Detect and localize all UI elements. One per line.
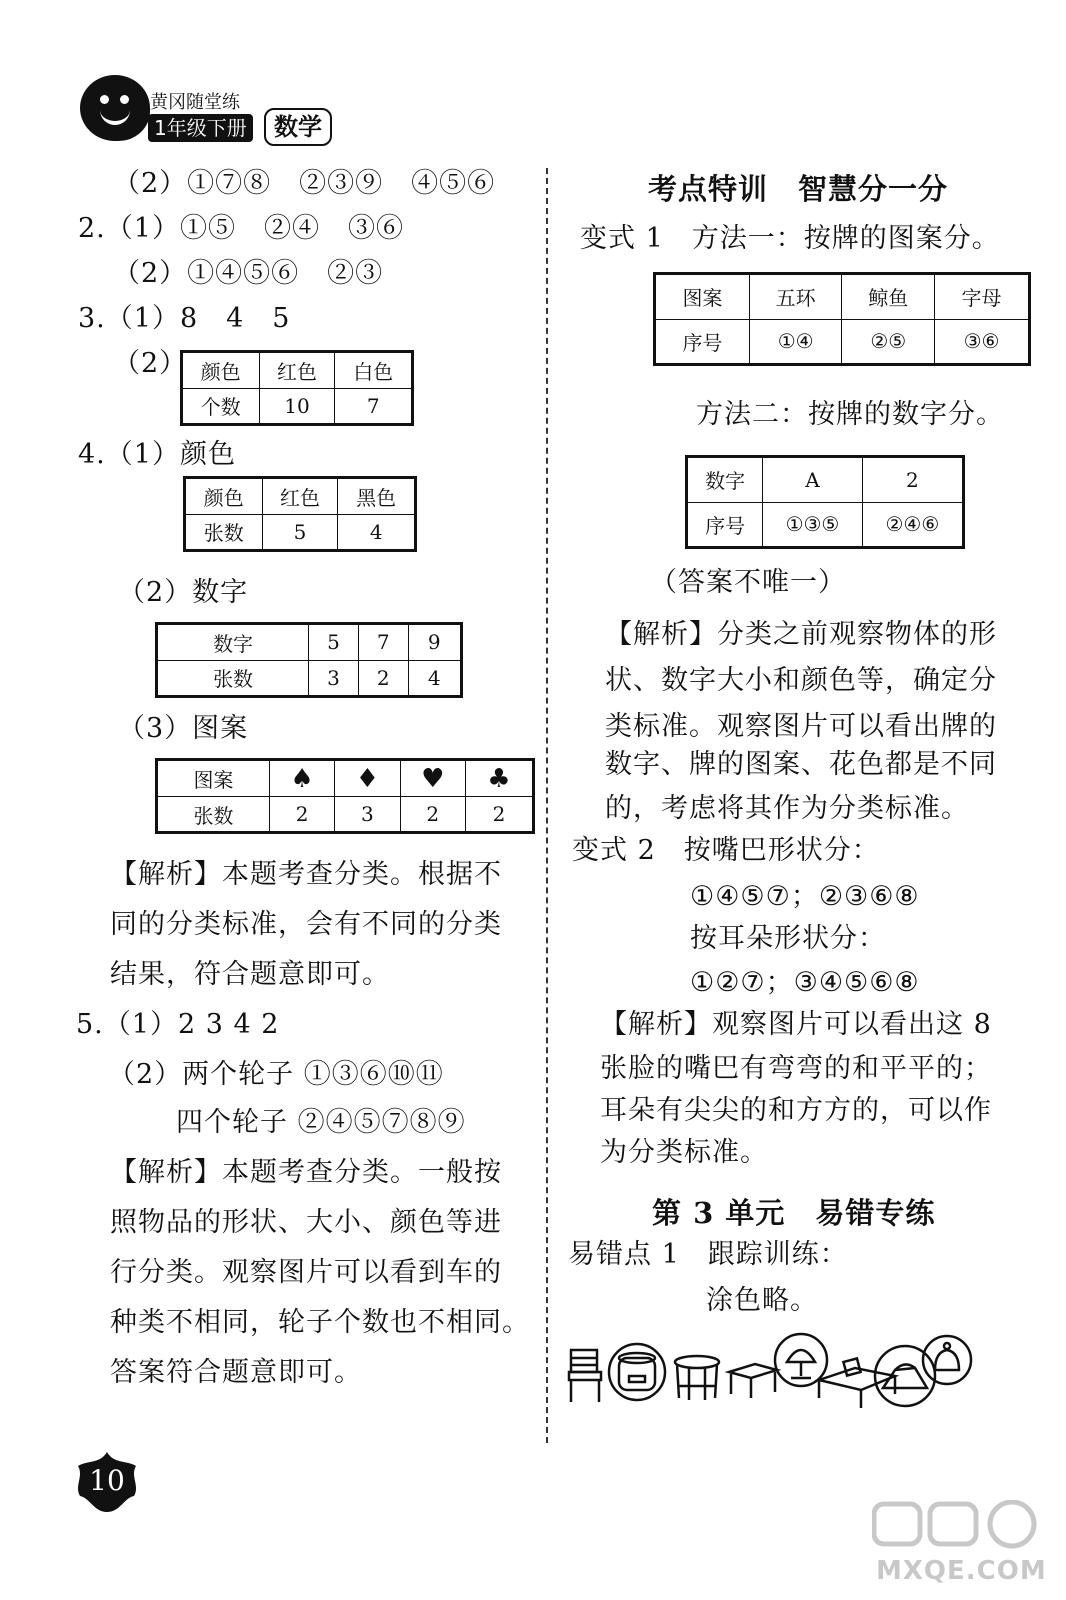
analysis-line: 类标准。观察图片可以看出牌的 xyxy=(605,711,997,742)
answer-line: 方法二：按牌的数字分。 xyxy=(696,399,1004,430)
watermark-logo xyxy=(872,1500,1042,1561)
logo-eye-right xyxy=(120,95,129,104)
table-row xyxy=(655,274,1030,320)
answer-line: 按耳朵形状分： xyxy=(690,923,886,954)
table-row xyxy=(157,624,462,661)
answer-line: 易错点 1 跟踪训练： xyxy=(568,1239,848,1270)
table-cell: 数字 xyxy=(157,624,309,661)
table-cell: ①④ xyxy=(749,319,842,365)
logo-mouth xyxy=(100,105,130,125)
analysis-line: 同的分类标准，会有不同的分类 xyxy=(110,909,502,940)
table-cell: 鲸鱼 xyxy=(842,274,935,320)
table-cell: 红色 xyxy=(262,478,338,515)
table-cell: 张数 xyxy=(185,514,263,551)
table-cell: 4 xyxy=(408,660,461,697)
table-cell: 4 xyxy=(338,514,416,551)
section-title: 第 3 单元 易错专练 xyxy=(652,1196,936,1230)
table-cell: 字母 xyxy=(935,274,1030,320)
club-icon: ♣ xyxy=(465,760,533,797)
table-color-count xyxy=(180,350,414,426)
table-cell: 10 xyxy=(259,388,335,425)
table-cell: 2 xyxy=(269,797,334,833)
table-cell: ③⑥ xyxy=(935,319,1030,365)
analysis-line: 数字、牌的图案、花色都是不同 xyxy=(605,749,997,780)
table-cell: 3 xyxy=(309,660,359,697)
diamond-icon: ♦ xyxy=(335,760,400,797)
analysis-line: 行分类。观察图片可以看到车的 xyxy=(110,1257,502,1288)
answer-line: （3）图案 xyxy=(118,713,249,744)
table-cell: 5 xyxy=(309,624,359,661)
answer-line: （2）①⑦⑧ ②③⑨ ④⑤⑥ xyxy=(113,168,496,199)
answer-line: 变式 2 按嘴巴形状分： xyxy=(572,835,880,866)
iron-icon xyxy=(875,1346,935,1406)
table-cell: 序号 xyxy=(687,502,763,548)
note-text: （答案不唯一） xyxy=(650,567,846,598)
watermark-text: MXQE.COM xyxy=(876,1556,1047,1586)
table-cell: 张数 xyxy=(157,797,270,833)
logo-eye-left xyxy=(100,95,109,104)
stool-icon xyxy=(675,1356,719,1400)
table-cell: ②④⑥ xyxy=(862,502,963,548)
column-divider xyxy=(546,168,548,1443)
table-row xyxy=(182,352,413,389)
table-row xyxy=(185,478,416,515)
analysis-line: 耳朵有尖尖的和方方的，可以作 xyxy=(600,1095,992,1126)
bed-icon xyxy=(819,1358,895,1408)
table-row xyxy=(185,514,416,551)
table-cell: 图案 xyxy=(655,274,750,320)
answer-line: （2） xyxy=(113,348,188,379)
answer-line: 涂色略。 xyxy=(706,1285,818,1316)
table-row xyxy=(182,388,413,425)
table-cell: 9 xyxy=(408,624,461,661)
table-row xyxy=(157,797,534,833)
table-cell: 张数 xyxy=(157,660,309,697)
answer-line: 变式 1 方法一：按牌的图案分。 xyxy=(580,223,1000,254)
table-cell: 2 xyxy=(358,660,408,697)
subject-badge: 数学 xyxy=(264,108,332,146)
table-row xyxy=(655,319,1030,365)
table-cell: A xyxy=(763,457,862,503)
table-cell: 2 xyxy=(862,457,963,503)
lamp-icon xyxy=(775,1334,827,1386)
table-cell: 白色 xyxy=(335,352,413,389)
table-cell: 序号 xyxy=(655,319,750,365)
table-row xyxy=(157,760,534,797)
answer-line: 四个轮子 ②④⑤⑦⑧⑨ xyxy=(176,1107,466,1138)
series-title: 黄冈随堂练 xyxy=(150,92,240,113)
answer-line: 4.（1）颜色 xyxy=(78,439,236,470)
table-cell: 颜色 xyxy=(185,478,263,515)
analysis-line: 状、数字大小和颜色等，确定分 xyxy=(605,665,997,696)
answer-line: ①②⑦；③④⑤⑥⑧ xyxy=(690,967,920,998)
table-cell: 黑色 xyxy=(338,478,416,515)
page-number-badge xyxy=(70,1450,144,1516)
table-cell: 个数 xyxy=(182,388,260,425)
answer-line: （2）数字 xyxy=(118,577,249,608)
analysis-line: 【解析】观察图片可以看出这 8 xyxy=(600,1009,992,1040)
analysis-line: 的，考虑将其作为分类标准。 xyxy=(605,793,969,824)
table-suit-cards xyxy=(155,758,535,834)
table-cell: 颜色 xyxy=(182,352,260,389)
table-row xyxy=(687,502,964,548)
table-cell: ①③⑤ xyxy=(763,502,862,548)
analysis-line: 照物品的形状、大小、颜色等进 xyxy=(110,1207,502,1238)
table-row xyxy=(687,457,964,503)
table-cell: ②⑤ xyxy=(842,319,935,365)
spade-icon: ♠ xyxy=(269,760,334,797)
answer-line: （2）①④⑤⑥ ②③ xyxy=(113,258,384,289)
answer-line: （2）两个轮子 ①③⑥⑩⑪ xyxy=(108,1059,444,1090)
answer-line: 5.（1）2 3 4 2 xyxy=(76,1009,280,1040)
analysis-line: 【解析】分类之前观察物体的形 xyxy=(605,619,997,650)
table-cell: 图案 xyxy=(157,760,270,797)
answer-line: ①④⑤⑦；②③⑥⑧ xyxy=(690,881,920,912)
smiley-logo-icon xyxy=(80,75,150,141)
watermark-logo-icon xyxy=(872,1500,1042,1550)
grade-badge: 1年级下册 xyxy=(148,114,253,142)
table-number-cards xyxy=(155,622,463,698)
analysis-line: 张脸的嘴巴有弯弯的和平平的； xyxy=(600,1053,992,1084)
chair-icon xyxy=(569,1350,601,1402)
answer-line: 3.（1）8 4 5 xyxy=(78,303,291,334)
table-cell: 7 xyxy=(358,624,408,661)
table-cell: 3 xyxy=(335,797,400,833)
table-row xyxy=(157,660,462,697)
table-cell: 2 xyxy=(465,797,533,833)
table-cell: 7 xyxy=(335,388,413,425)
analysis-line: 种类不相同，轮子个数也不相同。 xyxy=(110,1307,530,1338)
analysis-line: 为分类标准。 xyxy=(600,1137,768,1168)
furniture-illustration xyxy=(565,1332,975,1412)
table-color-cards xyxy=(183,476,417,552)
table-cell: 五环 xyxy=(749,274,842,320)
analysis-line: 答案符合题意即可。 xyxy=(110,1357,362,1388)
table-number-groups xyxy=(685,455,965,549)
table-pattern-groups xyxy=(653,272,1031,366)
table-cell: 5 xyxy=(262,514,338,551)
table-cell: 红色 xyxy=(259,352,335,389)
page-number: 10 xyxy=(89,1464,125,1497)
section-title: 考点特训 智慧分一分 xyxy=(648,172,949,206)
table-icon xyxy=(729,1364,777,1398)
table-cell: 2 xyxy=(400,797,465,833)
heart-icon: ♥ xyxy=(400,760,465,797)
answer-line: 2.（1）①⑤ ②④ ③⑥ xyxy=(78,213,404,244)
analysis-line: 【解析】本题考查分类。根据不 xyxy=(110,859,502,890)
analysis-line: 结果，符合题意即可。 xyxy=(110,959,390,990)
rice-cooker-icon xyxy=(609,1344,665,1400)
table-cell: 数字 xyxy=(687,457,763,503)
analysis-line: 【解析】本题考查分类。一般按 xyxy=(110,1157,502,1188)
